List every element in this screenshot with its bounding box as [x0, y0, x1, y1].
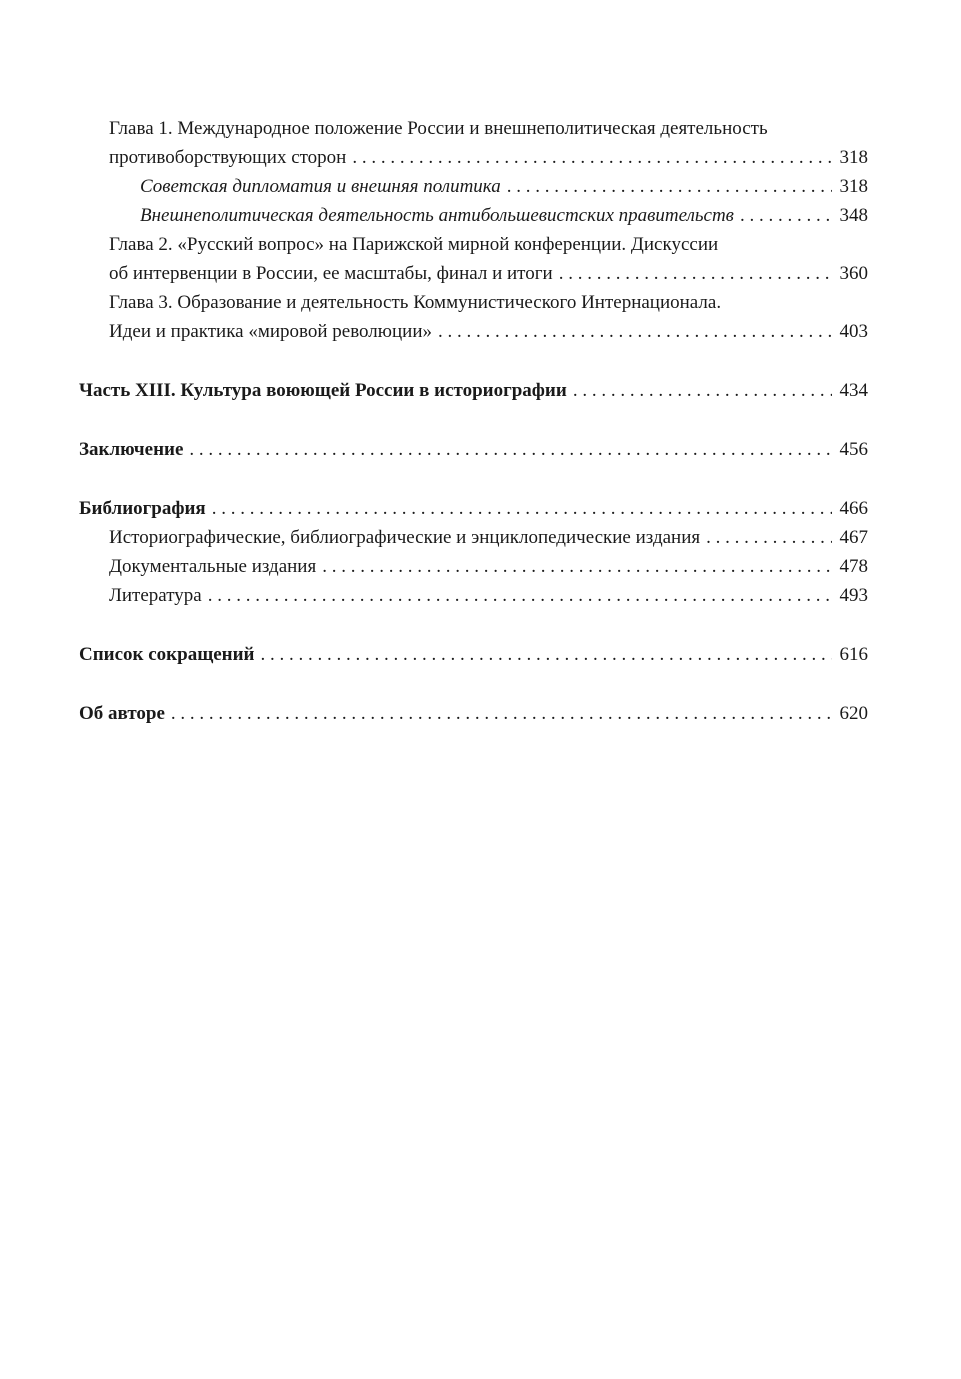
page-number: 467 [839, 527, 868, 548]
toc-entry-conclusion[interactable] [79, 435, 868, 464]
toc-entry-title: Список сокращений [79, 644, 255, 665]
page-number: 493 [839, 585, 868, 606]
toc-entry-title-line2: противоборствующих сторон [109, 147, 347, 168]
toc-entry-chapter-1[interactable] [79, 114, 868, 172]
toc-entry-about-author[interactable] [79, 699, 868, 728]
page-number: 348 [839, 205, 868, 226]
toc-entry-title: Библиография [79, 498, 206, 519]
toc-entry-chapter-3[interactable] [79, 288, 868, 346]
toc-entry-title-line2: об интервенции в России, ее масштабы, финал и итоги [109, 263, 553, 284]
leader-dots [322, 552, 832, 581]
page-number: 318 [839, 147, 868, 168]
page-number: 434 [839, 380, 868, 401]
toc-entry-bibliography[interactable] [79, 494, 868, 523]
toc-entry-title-line2: Идеи и практика «мировой революции» [109, 321, 432, 342]
leader-dots [208, 581, 832, 610]
page-number: 616 [839, 644, 868, 665]
toc-entry-chapter-1-section-1[interactable] [79, 172, 868, 201]
leader-dots [212, 494, 832, 523]
page-number: 403 [839, 321, 868, 342]
toc-entry-title: Историографические, библиографические и энциклопедические издания [109, 527, 701, 548]
toc-entry-title: Литература [109, 585, 202, 606]
toc-entry-title-line1: Глава 2. «Русский вопрос» на Парижской мирной конференции. Дискуссии [109, 234, 719, 255]
toc-entry-title: Внешнеполитическая деятельность антибольшевистских правительств [140, 205, 734, 226]
leader-dots [573, 376, 832, 405]
page-number: 318 [839, 176, 868, 197]
leader-dots [189, 435, 832, 464]
leader-dots [507, 172, 832, 201]
toc-entry-title: Советская дипломатия и внешняя политика [140, 176, 501, 197]
leader-dots [352, 143, 832, 172]
leader-dots [171, 699, 832, 728]
toc-entry-bibliography-section-3[interactable] [79, 581, 868, 610]
table-of-contents [79, 114, 868, 728]
toc-entry-title: Заключение [79, 439, 184, 460]
toc-entry-title-line1: Глава 1. Международное положение России и внешнеполитическая деятельность [109, 118, 768, 139]
toc-entry-bibliography-section-2[interactable] [79, 552, 868, 581]
toc-entry-part-13[interactable] [79, 376, 868, 405]
toc-entry-title: Об авторе [79, 703, 165, 724]
leader-dots [559, 259, 832, 288]
toc-entry-chapter-1-section-2[interactable] [79, 201, 868, 230]
page-number: 456 [839, 439, 868, 460]
toc-entry-title: Документальные издания [109, 556, 317, 577]
page-number: 620 [839, 703, 868, 724]
toc-entry-title: Часть XIII. Культура воюющей России в историографии [79, 380, 567, 401]
page-number: 478 [839, 556, 868, 577]
leader-dots [706, 523, 832, 552]
toc-entry-bibliography-section-1[interactable] [79, 523, 868, 552]
page-number: 360 [839, 263, 868, 284]
leader-dots [438, 317, 832, 346]
toc-entry-title-line1: Глава 3. Образование и деятельность Коммунистического Интернационала. [109, 292, 722, 313]
leader-dots [740, 201, 832, 230]
page-number: 466 [839, 498, 868, 519]
toc-entry-abbreviations[interactable] [79, 640, 868, 669]
toc-entry-chapter-2[interactable] [79, 230, 868, 288]
leader-dots [261, 640, 832, 669]
